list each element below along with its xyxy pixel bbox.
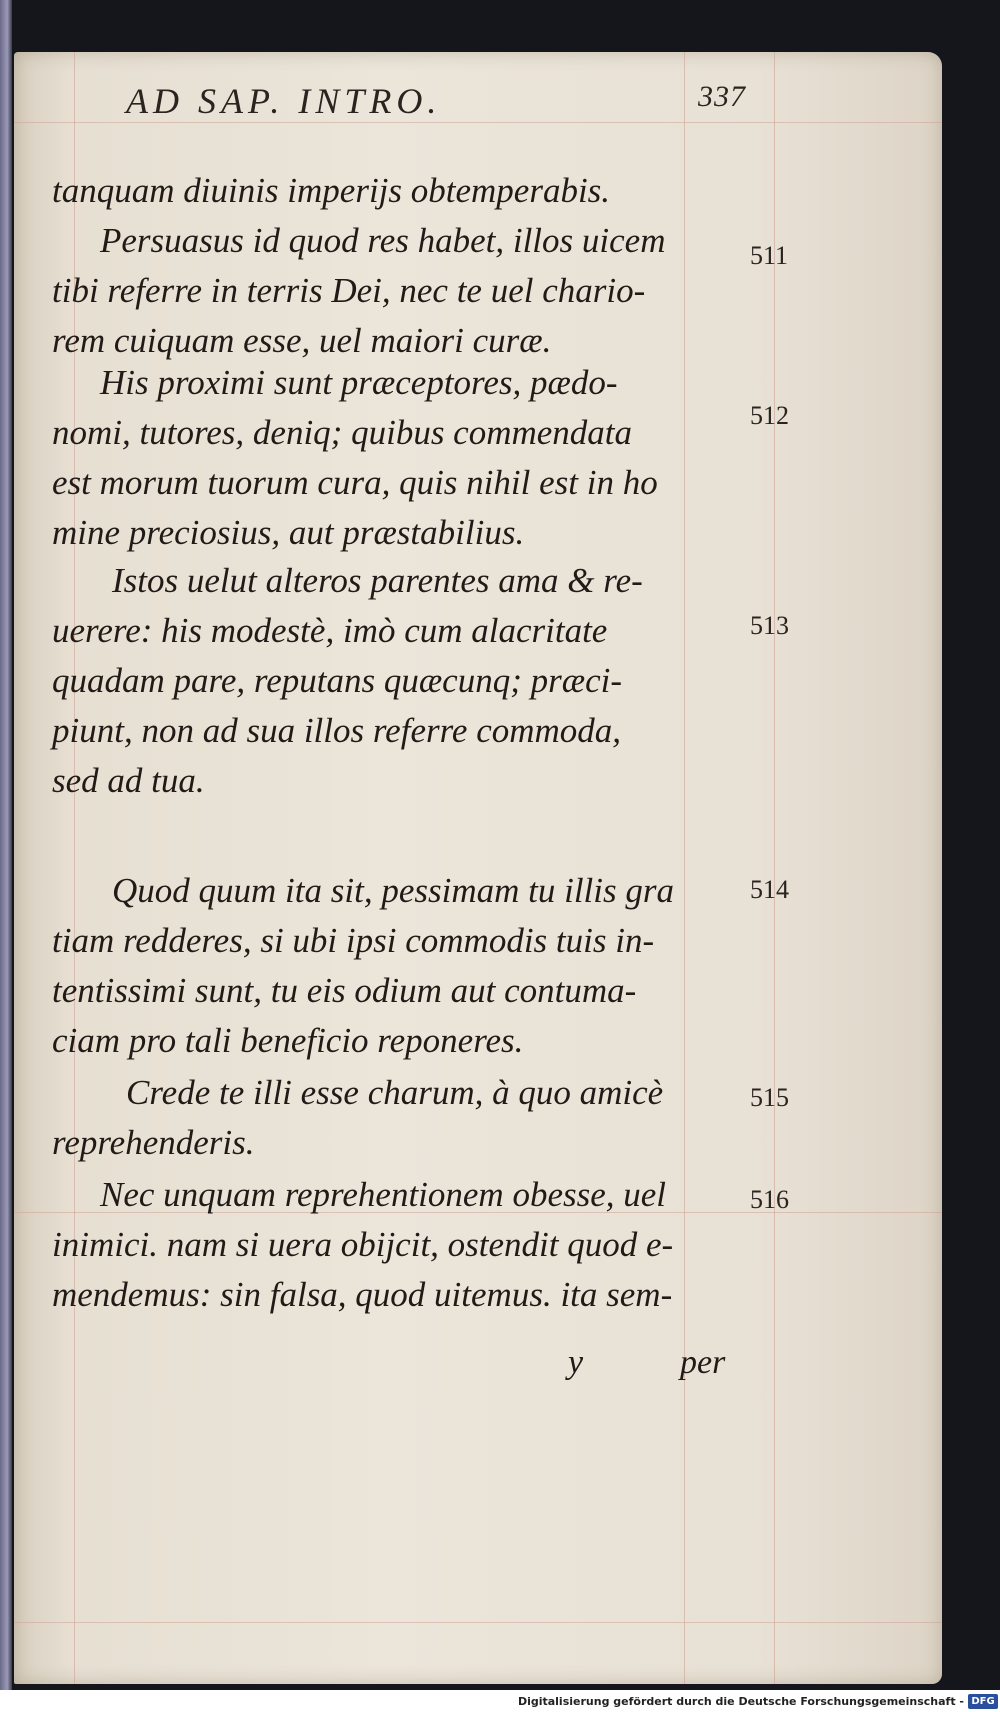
text-line: Persuasus id quod res habet, illos uicem bbox=[100, 221, 666, 260]
header-title: AD SAP. INTRO. bbox=[126, 81, 442, 121]
text-line: ciam pro tali beneficio reponeres. bbox=[52, 1021, 524, 1060]
text-line: Istos uelut alteros parentes ama & re- bbox=[112, 561, 643, 600]
margin-number: 516 bbox=[750, 1185, 789, 1214]
text-line: nomi, tutores, deniq; quibus commendata bbox=[52, 413, 633, 452]
running-header bbox=[126, 80, 746, 136]
margin-number: 513 bbox=[750, 611, 789, 640]
text-line: reprehenderis. bbox=[52, 1123, 255, 1162]
text-line: tibi referre in terris Dei, nec te uel chario- bbox=[52, 271, 646, 310]
text-line: Quod quum ita sit, pessimam tu illis gra bbox=[112, 871, 674, 910]
text-line: quadam pare, reputans quæcunq; præci- bbox=[52, 661, 622, 700]
text-line: tentissimi sunt, tu eis odium aut contuma- bbox=[52, 971, 637, 1010]
margin-number: 512 bbox=[750, 401, 789, 430]
page-number: 337 bbox=[698, 80, 746, 113]
signature-mark: y bbox=[568, 1344, 584, 1381]
text-line: inimici. nam si uera obijcit, ostendit quod e- bbox=[52, 1225, 674, 1264]
ruling-line bbox=[14, 1622, 942, 1623]
margin-number: 515 bbox=[750, 1083, 789, 1112]
margin-number: 514 bbox=[750, 875, 789, 904]
text-line: Crede te illi esse charum, à quo amicè bbox=[126, 1073, 664, 1112]
text-line: est morum tuorum cura, quis nihil est in ho bbox=[52, 463, 658, 502]
text-line: rem cuiquam esse, uel maiori curæ. bbox=[52, 321, 552, 360]
margin-number: 511 bbox=[750, 241, 789, 270]
book-spine bbox=[0, 0, 12, 1712]
text-line: His proximi sunt præceptores, pædo- bbox=[100, 363, 618, 402]
text-line: tanquam diuinis imperijs obtemperabis. bbox=[52, 171, 611, 210]
text-line: tiam redderes, si ubi ipsi commodis tuis in- bbox=[52, 921, 655, 960]
digitization-credit: Digitalisierung gefördert durch die Deutsche Forschungsgemeinschaft - bbox=[517, 1695, 964, 1708]
text-line: uerere: his modestè, imò cum alacritate bbox=[52, 611, 608, 650]
text-line: Nec unquam reprehentionem obesse, uel bbox=[100, 1175, 667, 1214]
dfg-logo: DFG bbox=[968, 1694, 998, 1709]
catchword: per bbox=[680, 1344, 726, 1381]
text-line: mendemus: sin falsa, quod uitemus. ita sem- bbox=[52, 1275, 673, 1314]
text-line: piunt, non ad sua illos referre commoda, bbox=[52, 711, 622, 750]
text-line: sed ad tua. bbox=[52, 761, 205, 800]
text-line: mine preciosius, aut præstabilius. bbox=[52, 513, 525, 552]
